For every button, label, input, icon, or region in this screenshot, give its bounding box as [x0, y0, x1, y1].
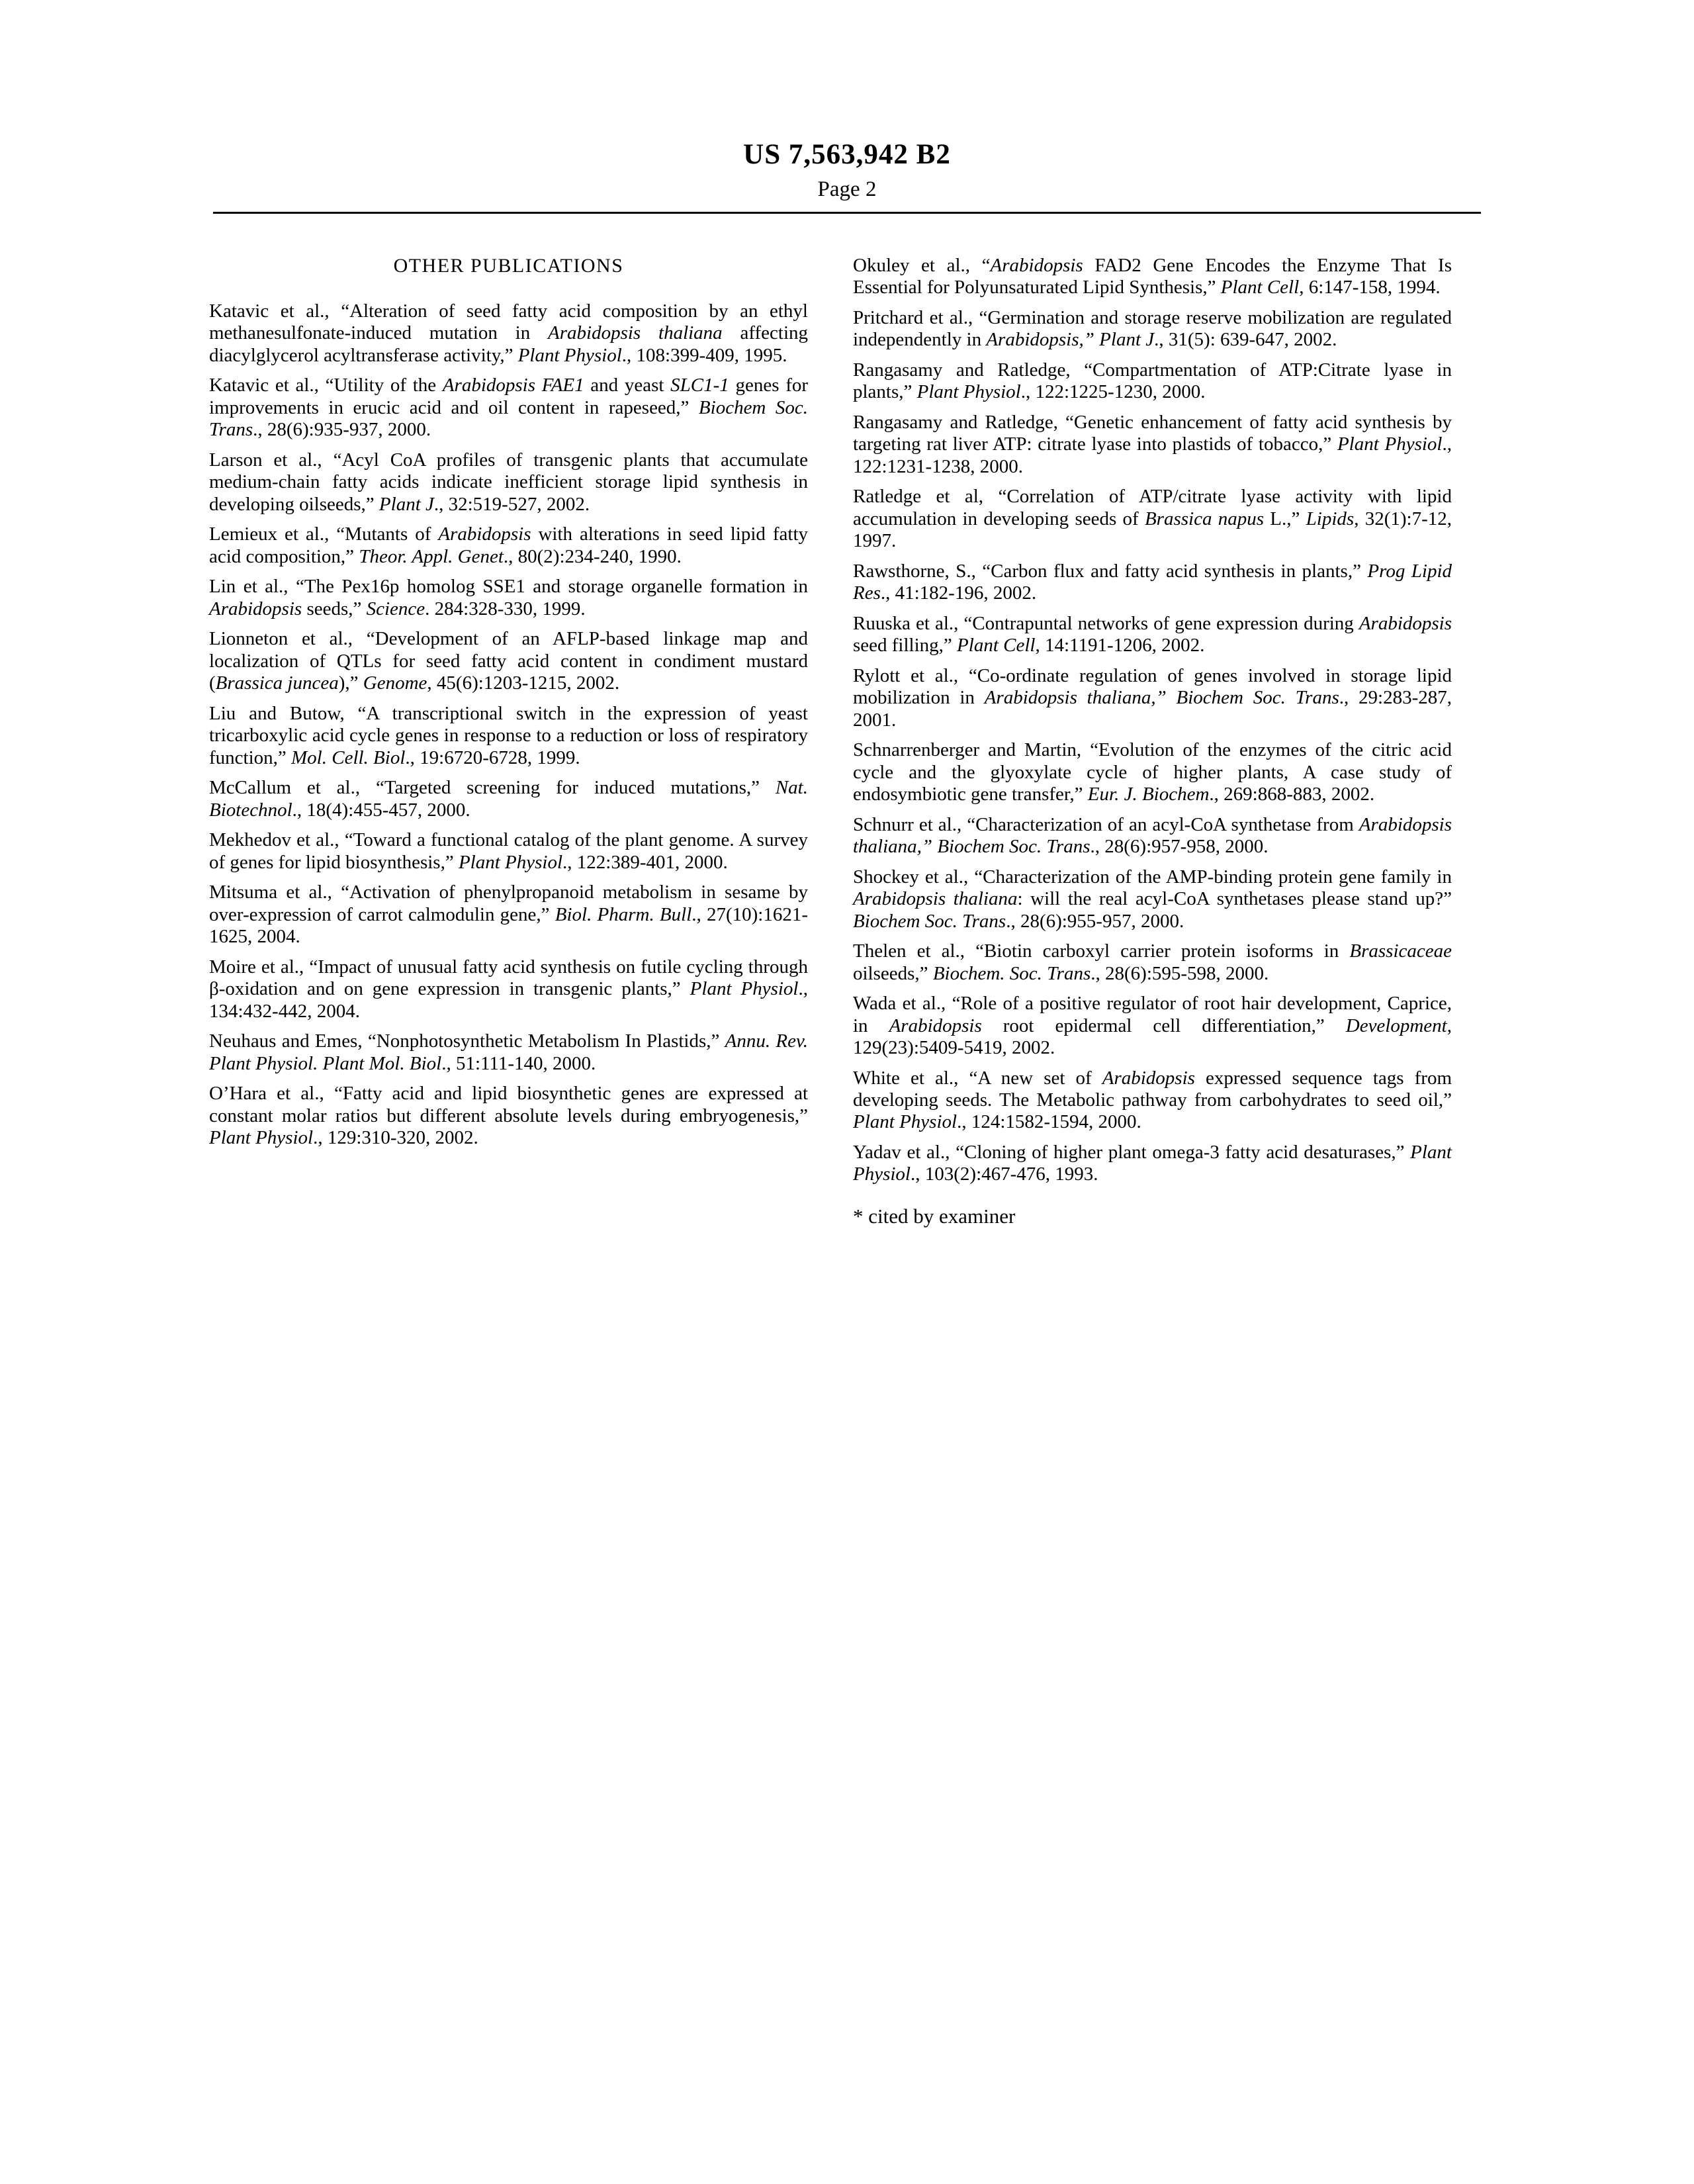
reference-item: Schnarrenberger and Martin, “Evolution of the enzymes of the citric acid cycle and the glyoxylate cycle of higher plants, A case study of endosymbiotic gene transfer,” Eur. J. Biochem., 269:868-883, 2002. — [853, 739, 1452, 805]
right-column — [853, 255, 1452, 1228]
reference-list-right — [853, 255, 1452, 1186]
reference-item: Yadav et al., “Cloning of higher plant omega-3 fatty acid desaturases,” Plant Physiol., 103(2):467-476, 1993. — [853, 1141, 1452, 1185]
reference-item: Liu and Butow, “A transcriptional switch in the expression of yeast tricarboxylic acid cycle genes in response to a reduction or loss of respiratory function,” Mol. Cell. Biol., 19:6720-6728, 1999. — [209, 702, 808, 768]
patent-number: US 7,563,942 B2 — [743, 139, 951, 170]
reference-item: Thelen et al., “Biotin carboxyl carrier protein isoforms in Brassicaceae oilseeds,” Biochem. Soc. Trans., 28(6):595-598, 2000. — [853, 940, 1452, 984]
reference-item: Lionneton et al., “Development of an AFLP-based linkage map and localization of QTLs for seed fatty acid content in condiment mustard (Brassica juncea),” Genome, 45(6):1203-1215, 2002. — [209, 628, 808, 694]
reference-item: Larson et al., “Acyl CoA profiles of transgenic plants that accumulate medium-chain fatty acids indicate inefficient storage lipid synthesis in developing oilseeds,” Plant J., 32:519-527, 2002. — [209, 449, 808, 515]
reference-item: Pritchard et al., “Germination and storage reserve mobilization are regulated independently in Arabidopsis,” Plant J., 31(5): 639-647, 2002. — [853, 306, 1452, 351]
section-title-other-publications: OTHER PUBLICATIONS — [393, 255, 624, 277]
reference-list-left — [209, 300, 808, 1149]
reference-item: Shockey et al., “Characterization of the AMP-binding protein gene family in Arabidopsis thaliana: will the real acyl-CoA synthetases please stand up?” Biochem Soc. Trans., 28(6):955-957, 2000. — [853, 866, 1452, 932]
reference-item: Katavic et al., “Alteration of seed fatty acid composition by an ethyl methanesulfonate-induced mutation in Arabidopsis thaliana affecting diacylglycerol acyltransferase activity,” Plant Physiol., 108:399-409, 1995. — [209, 300, 808, 366]
reference-item: Rylott et al., “Co-ordinate regulation of genes involved in storage lipid mobilization in Arabidopsis thaliana,” Biochem Soc. Trans., 29:283-287, 2001. — [853, 664, 1452, 731]
reference-item: Rangasamy and Ratledge, “Genetic enhancement of fatty acid synthesis by targeting rat liver ATP: citrate lyase into plastids of tobacco,” Plant Physiol., 122:1231-1238, 2000. — [853, 411, 1452, 477]
reference-item: Ratledge et al, “Correlation of ATP/citrate lyase activity with lipid accumulation in developing seeds of Brassica napus L.,” Lipids, 32(1):7-12, 1997. — [853, 486, 1452, 552]
reference-item: Ruuska et al., “Contrapuntal networks of gene expression during Arabidopsis seed filling,” Plant Cell, 14:1191-1206, 2002. — [853, 612, 1452, 657]
reference-item: Wada et al., “Role of a positive regulator of root hair development, Caprice, in Arabidopsis root epidermal cell differentiation,” Development, 129(23):5409-5419, 2002. — [853, 993, 1452, 1059]
reference-item: Rangasamy and Ratledge, “Compartmentation of ATP:Citrate lyase in plants,” Plant Physiol., 122:1225-1230, 2000. — [853, 359, 1452, 403]
reference-item: O’Hara et al., “Fatty acid and lipid biosynthetic genes are expressed at constant molar ratios but different absolute levels during embryogenesis,” Plant Physiol., 129:310-320, 2002. — [209, 1083, 808, 1148]
two-column-body — [209, 255, 1452, 1228]
reference-item: Moire et al., “Impact of unusual fatty acid synthesis on futile cycling through β-oxidation and on gene expression in transgenic plants,” Plant Physiol., 134:432-442, 2004. — [209, 956, 808, 1022]
page-number-label: Page 2 — [817, 177, 877, 201]
reference-item: Lemieux et al., “Mutants of Arabidopsis with alterations in seed lipid fatty acid composition,” Theor. Appl. Genet., 80(2):234-240, 1990. — [209, 523, 808, 567]
left-column — [209, 255, 808, 1228]
page-header — [0, 0, 1694, 201]
reference-item: Rawsthorne, S., “Carbon flux and fatty acid synthesis in plants,” Prog Lipid Res., 41:182-196, 2002. — [853, 560, 1452, 604]
reference-item: Katavic et al., “Utility of the Arabidopsis FAE1 and yeast SLC1-1 genes for improvements in erucic acid and oil content in rapeseed,” Biochem Soc. Trans., 28(6):935-937, 2000. — [209, 375, 809, 441]
reference-item: McCallum et al., “Targeted screening for induced mutations,” Nat. Biotechnol., 18(4):455-457, 2000. — [209, 777, 808, 821]
reference-item: White et al., “A new set of Arabidopsis expressed sequence tags from developing seeds. The Metabolic pathway from carbohydrates to seed oil,” Plant Physiol., 124:1582-1594, 2000. — [853, 1067, 1452, 1133]
reference-item: Okuley et al., “Arabidopsis FAD2 Gene Encodes the Enzyme That Is Essential for Polyunsaturated Lipid Synthesis,” Plant Cell, 6:147-158, 1994. — [853, 255, 1452, 298]
reference-item: Mitsuma et al., “Activation of phenylpropanoid metabolism in sesame by over-expression of carrot calmodulin gene,” Biol. Pharm. Bull., 27(10):1621-1625, 2004. — [209, 882, 808, 948]
reference-item: Neuhaus and Emes, “Nonphotosynthetic Metabolism In Plastids,” Annu. Rev. Plant Physiol. Plant Mol. Biol., 51:111-140, 2000. — [209, 1030, 808, 1074]
reference-item: Lin et al., “The Pex16p homolog SSE1 and storage organelle formation in Arabidopsis seeds,” Science. 284:328-330, 1999. — [209, 576, 808, 619]
reference-item: Schnurr et al., “Characterization of an acyl-CoA synthetase from Arabidopsis thaliana,” Biochem Soc. Trans., 28(6):957-958, 2000. — [853, 813, 1452, 858]
cited-by-examiner-note: * cited by examiner — [853, 1204, 1016, 1228]
reference-item: Mekhedov et al., “Toward a functional catalog of the plant genome. A survey of genes for lipid biosynthesis,” Plant Physiol., 122:389-401, 2000. — [209, 829, 808, 873]
header-rule — [213, 212, 1481, 214]
